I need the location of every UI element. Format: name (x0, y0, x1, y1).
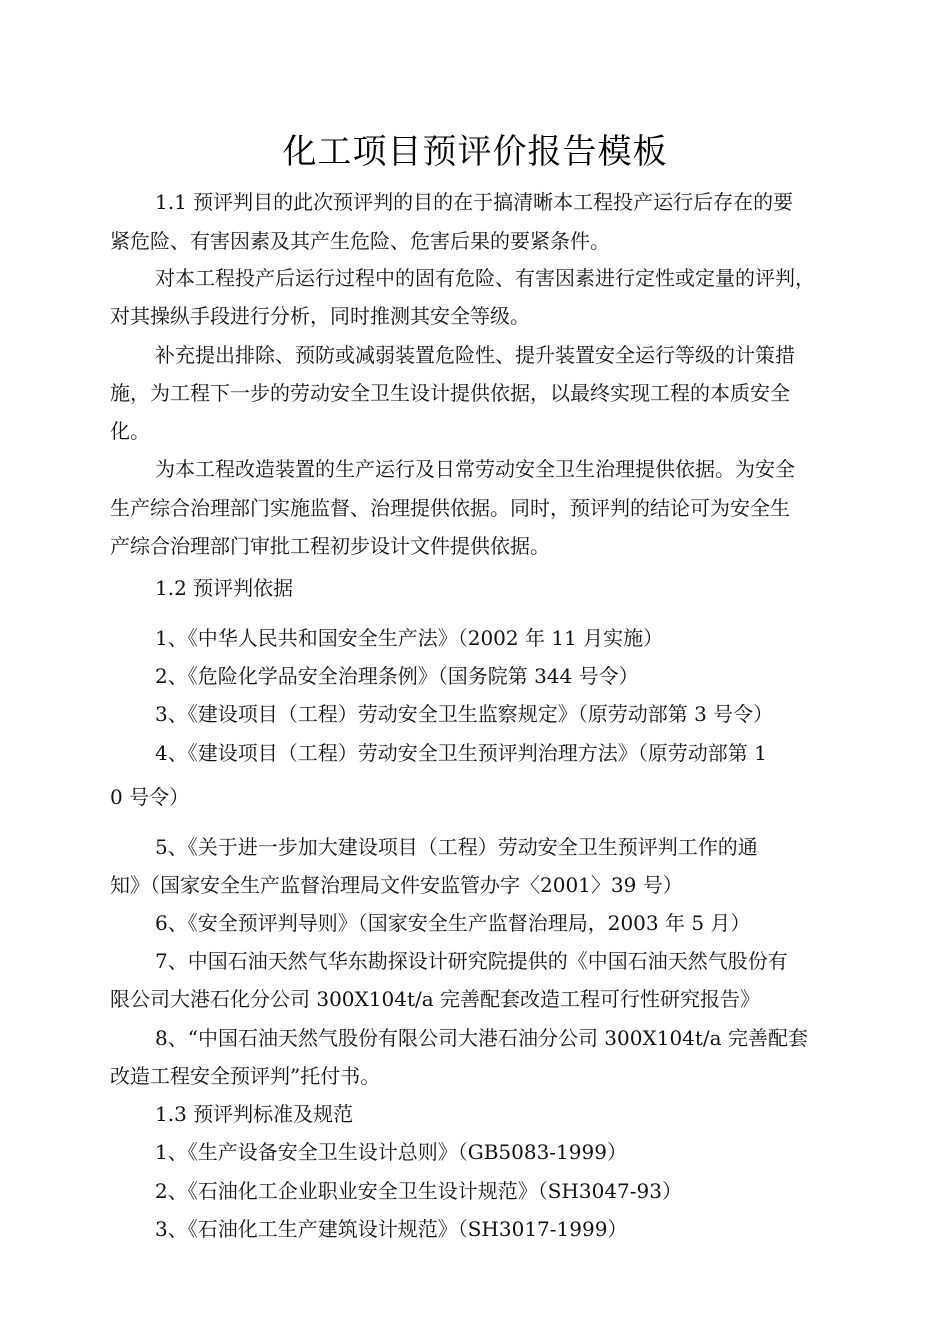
basis-item-6: 6、《安全预评判导则》（国家安全生产监督治理局，2003 年 5 月） (155, 911, 751, 935)
paragraph-4-line-2: 生产综合治理部门实施监督、治理提供依据。同时，预评判的结论可为安全生 (110, 496, 790, 520)
paragraph-3-line-3: 化。 (110, 419, 150, 443)
paragraph-2-line-1: 对本工程投产后运行过程中的固有危险、有害因素进行定性或定量的评判， (155, 266, 815, 290)
basis-item-7-line-1: 7、中国石油天然气华东勘探设计研究院提供的《中国石油天然气股份有 (155, 949, 788, 973)
standard-item-3: 3、《石油化工生产建筑设计规范》（SH3017-1999） (155, 1217, 628, 1241)
paragraph-4-line-3: 产综合治理部门审批工程初步设计文件提供依据。 (110, 534, 550, 558)
paragraph-1-1-line-2: 紧危险、有害因素及其产生危险、危害后果的要紧条件。 (110, 229, 610, 253)
section-heading-1-3: 1.3 预评判标准及规范 (155, 1102, 354, 1126)
basis-item-5-line-1: 5、《关于进一步加大建设项目（工程）劳动安全卫生预评判工作的通 (155, 835, 758, 859)
basis-item-5-line-2: 知》（国家安全生产监督治理局文件安监管办字〈2001〉39 号） (110, 873, 683, 897)
basis-item-4-line-2: 0 号令） (110, 785, 190, 809)
section-heading-1-2: 1.2 预评判依据 (155, 576, 294, 600)
standard-item-2: 2、《石油化工企业职业安全卫生设计规范》（SH3047-93） (155, 1179, 682, 1203)
paragraph-2-line-2: 对其操纵手段进行分析，同时推测其安全等级。 (110, 304, 530, 328)
paragraph-3-line-1: 补充提出排除、预防或减弱装置危险性、提升装置安全运行等级的计策措 (155, 343, 795, 367)
document-title: 化工项目预评价报告模板 (282, 132, 668, 172)
basis-item-8-line-2: 改造工程安全预评判”托付书。 (110, 1064, 381, 1088)
basis-item-2: 2、《危险化学品安全治理条例》（国务院第 344 号令） (155, 664, 639, 688)
basis-item-8-line-1: 8、“中国石油天然气股份有限公司大港石油分公司 300X104t/a 完善配套 (155, 1026, 808, 1050)
standard-item-1: 1、《生产设备安全卫生设计总则》（GB5083-1999） (155, 1140, 627, 1164)
paragraph-4-line-1: 为本工程改造装置的生产运行及日常劳动安全卫生治理提供依据。为安全 (155, 457, 795, 481)
basis-item-1: 1、《中华人民共和国安全生产法》（2002 年 11 月实施） (155, 626, 664, 650)
basis-item-3: 3、《建设项目（工程）劳动安全卫生监察规定》（原劳动部第 3 号令） (155, 702, 774, 726)
paragraph-1-1-line-1: 1.1 预评判目的此次预评判的目的在于搞清晰本工程投产运行后存在的要 (155, 190, 794, 214)
paragraph-3-line-2: 施，为工程下一步的劳动安全卫生设计提供依据，以最终实现工程的本质安全 (110, 381, 790, 405)
basis-item-7-line-2: 限公司大港石化分公司 300X104t/a 完善配套改造工程可行性研究报告》 (110, 987, 760, 1011)
basis-item-4-line-1: 4、《建设项目（工程）劳动安全卫生预评判治理方法》（原劳动部第 1 (155, 741, 767, 765)
